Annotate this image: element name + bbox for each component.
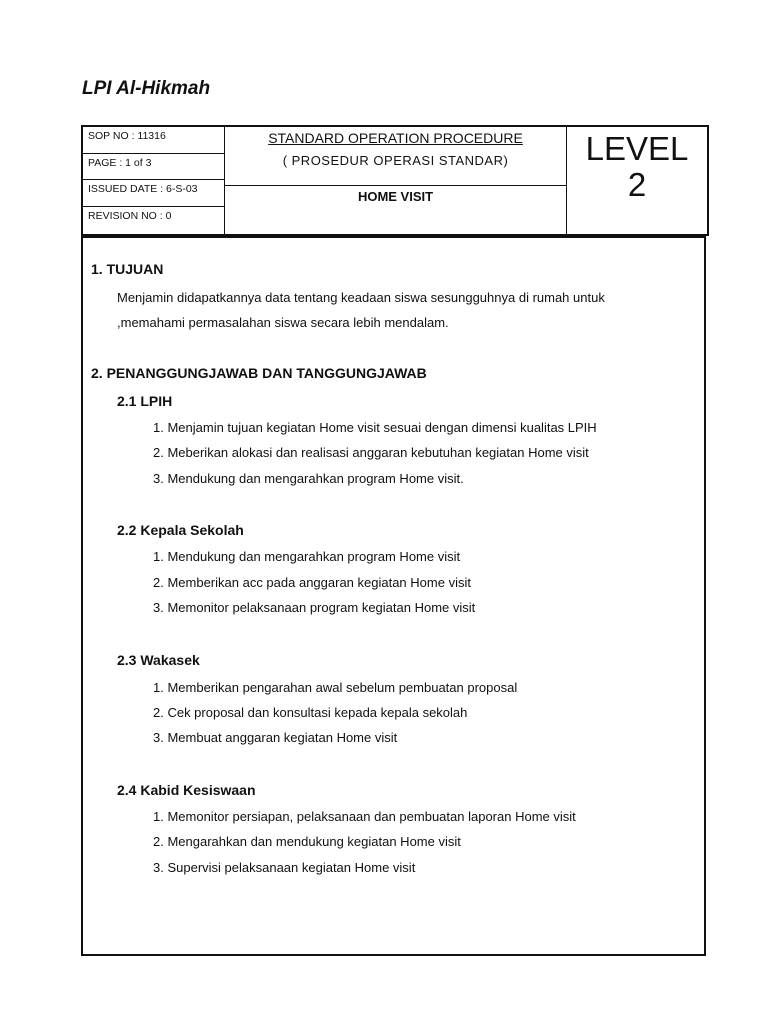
list-item: 2. Meberikan alokasi dan realisasi anggaran kebutuhan kegiatan Home visit xyxy=(153,445,589,460)
page-number: PAGE : 1 of 3 xyxy=(83,154,224,181)
list-item: 1. Memberikan pengarahan awal sebelum pembuatan proposal xyxy=(153,680,518,695)
tujuan-line-2: ,memahami permasalahan siswa secara lebih mendalam. xyxy=(117,315,449,330)
level-value: 2 xyxy=(627,166,647,203)
sop-number: SOP NO : 11316 xyxy=(83,127,224,154)
list-item: 3. Membuat anggaran kegiatan Home visit xyxy=(153,730,398,745)
list-item: 1. Mendukung dan mengarahkan program Home visit xyxy=(153,549,461,564)
title-block xyxy=(225,130,566,186)
revision-number: REVISION NO : 0 xyxy=(88,209,172,222)
issued-date: ISSUED DATE : 6-S-03 xyxy=(83,180,224,207)
document-subtitle: ( PROSEDUR OPERASI STANDAR) xyxy=(282,153,509,168)
section-heading-tujuan: 1. TUJUAN xyxy=(91,261,164,277)
level-column xyxy=(567,127,707,234)
list-item: 2. Cek proposal dan konsultasi kepada kepala sekolah xyxy=(153,705,468,720)
document-meta-column xyxy=(83,127,225,234)
list-item: 3. Mendukung dan mengarahkan program Home visit. xyxy=(153,471,464,486)
subsection-heading-kepala-sekolah: 2.2 Kepala Sekolah xyxy=(117,522,244,538)
list-item: 2. Memberikan acc pada anggaran kegiatan Home visit xyxy=(153,575,471,590)
list-item: 3. Memonitor pelaksanaan program kegiatan Home visit xyxy=(153,600,476,615)
section-heading-penanggungjawab: 2. PENANGGUNGJAWAB DAN TANGGUNGJAWAB xyxy=(91,365,427,381)
document-title: STANDARD OPERATION PROCEDURE xyxy=(268,130,523,146)
level-label: LEVEL xyxy=(585,130,689,167)
list-item: 2. Mengarahkan dan mendukung kegiatan Home visit xyxy=(153,834,461,849)
subsection-heading-kabid-kesiswaan: 2.4 Kabid Kesiswaan xyxy=(117,782,256,798)
document-name: HOME VISIT xyxy=(357,189,434,204)
organization-title: LPI Al-Hikmah xyxy=(82,78,211,99)
tujuan-line-1: Menjamin didapatkannya data tentang keadaan siswa sesungguhnya di rumah untuk xyxy=(117,290,605,305)
list-item: 3. Supervisi pelaksanaan kegiatan Home visit xyxy=(153,860,416,875)
document-title-column xyxy=(225,127,567,234)
document-header-table xyxy=(81,125,709,236)
subsection-heading-wakasek: 2.3 Wakasek xyxy=(117,652,200,668)
subsection-heading-lpih: 2.1 LPIH xyxy=(117,393,173,409)
list-item: 1. Menjamin tujuan kegiatan Home visit sesuai dengan dimensi kualitas LPIH xyxy=(153,420,597,435)
list-item: 1. Memonitor persiapan, pelaksanaan dan pembuatan laporan Home visit xyxy=(153,809,576,824)
